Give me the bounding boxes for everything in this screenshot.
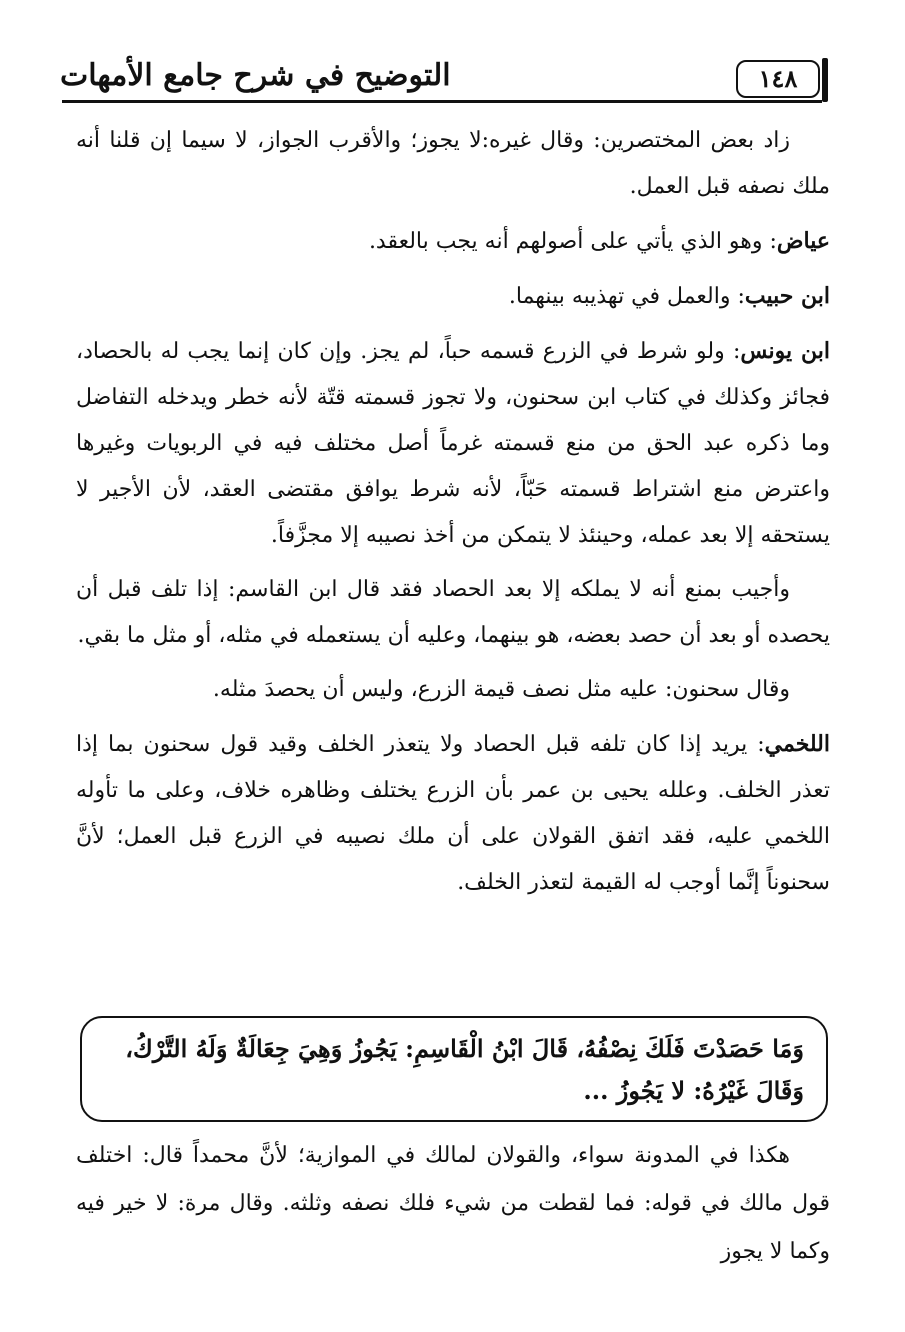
bottom-paragraph <box>76 1132 830 1284</box>
paragraph-iyad <box>76 218 830 265</box>
page-header <box>60 54 820 106</box>
paragraph-text: وأجيب بمنع أنه لا يملكه إلا بعد الحصاد فقد قال ابن القاسم: إذا تلف قبل أن يحصده أو بعد أن حصد بعضه، هو بينهما، وعليه أن يستعمله في مثله، أو مثل ما بقي. <box>76 577 830 648</box>
paragraph-text: : وهو الذي يأتي على أصولهم أنه يجب بالعقد. <box>368 229 777 254</box>
paragraph-text: : ولو شرط في الزرع قسمه حباً، لم يجز. وإن كان إنما يجب له بالحصاد، فجائز وكذلك في كتاب ابن سحنون، ولا تجوز قسمته قتّة لأنه خطر ويدخله التفاضل وما ذكره عبد الحق من منع قسمته غرماً أصل مختلف فيه في الربويات وغيرها واعترض منع اشتراط قسمته حَبّاً، لأنه شرط يوافق مقتضى العقد، لأن الأجير لا يستحقه إلا بعد عمله، وحينئذ لا يتمكن من أخذ نصيبه إلا مجزَّفاً. <box>76 339 830 548</box>
header-rule <box>62 100 822 103</box>
speaker-name: اللخمي <box>764 731 830 757</box>
paragraph-mudawwana <box>76 1132 830 1276</box>
matn-quote-box <box>80 1016 828 1122</box>
commentary-body <box>76 118 830 914</box>
matn-text: وَمَا حَصَدْتَ فَلَكَ نِصْفُهُ، قَالَ ابْنُ الْقَاسِمِ: يَجُوزُ وَهِيَ جِعَالَةٌ وَلَهُ التَّرْكُ، وَقَالَ غَيْرُهُ: لا يَجُوزُ ... <box>125 1034 804 1105</box>
paragraph-ibn-yunus <box>76 328 830 559</box>
speaker-name: ابن يونس <box>740 338 830 364</box>
paragraph-answer <box>76 567 830 659</box>
speaker-name: ابن حبيب <box>744 283 830 309</box>
paragraph-1 <box>76 118 830 210</box>
paragraph-text: وقال سحنون: عليه مثل نصف قيمة الزرع، وليس أن يحصدَ مثله. <box>212 677 790 702</box>
page-number: ١٤٨ <box>736 60 820 98</box>
paragraph-text: زاد بعض المختصرين: وقال غيره:لا يجوز؛ والأقرب الجواز، لا سيما إن قلنا أنه ملك نصفه قبل العمل. <box>76 128 830 199</box>
paragraph-sahnun <box>76 667 830 713</box>
paragraph-text: : يريد إذا كان تلفه قبل الحصاد ولا يتعذر الخلف وقيد قول سحنون بما إذا تعذر الخلف. وعلله يحيى بن عمر بأن الزرع يختلف وظاهره خلاف، وعلى ما تأوله اللخمي عليه، فقد اتفق القولان على أن ملك نصيبه في الزرع قبل العمل؛ لأنَّ سحنوناً إنَّما أوجب له القيمة لتعذر الخلف. <box>76 732 831 895</box>
paragraph-lakhmi <box>76 721 830 906</box>
paragraph-text: : والعمل في تهذيبه بينهما. <box>508 284 745 309</box>
paragraph-text: هكذا في المدونة سواء، والقولان لمالك في الموازية؛ لأنَّ محمداً قال: اختلف قول مالك في قوله: فما لقطت من شيء فلك نصفه وثلثه. وقال مرة: لا خير فيه وكما لا يجوز <box>76 1143 830 1264</box>
book-title: التوضيح في شرح جامع الأمهات <box>60 58 451 93</box>
paragraph-ibn-habib <box>76 273 830 320</box>
speaker-name: عياض <box>776 228 830 254</box>
